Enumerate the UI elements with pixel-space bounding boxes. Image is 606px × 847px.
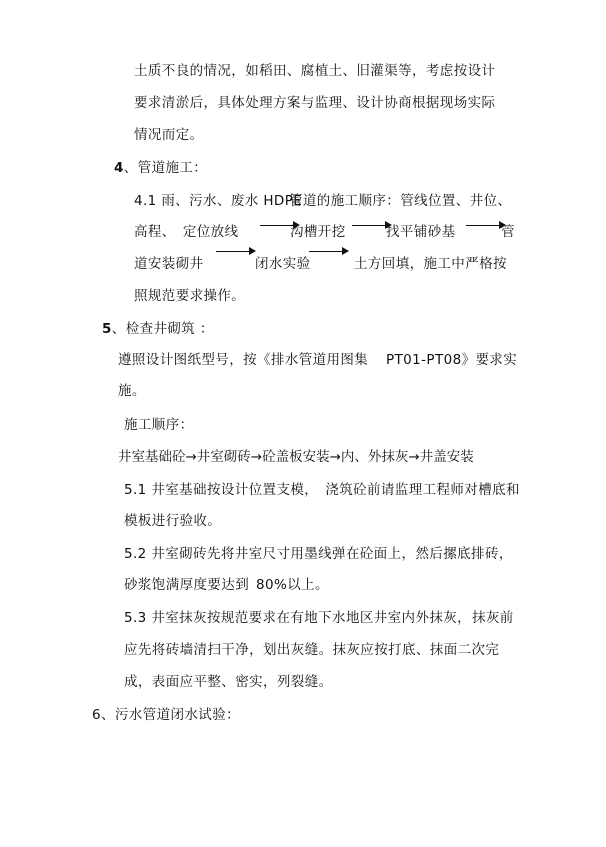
text-segment: PT01-PT08》要求实 <box>386 352 518 368</box>
arrow-icon <box>466 225 504 226</box>
paragraph-line: 情况而定。 <box>134 127 204 143</box>
section-title: 、检查井砌筑 ： <box>111 321 214 337</box>
section-number: 4 <box>114 160 124 176</box>
paragraph-line: 土质不良的情况，如稻田、腐植土、旧灌渠等，考虑按设计 <box>134 63 496 79</box>
text-segment: 沟槽开挖 <box>290 224 346 240</box>
text-segment: 砂浆饱满厚度要达到 <box>124 577 250 593</box>
section-5-heading <box>102 320 214 338</box>
paragraph-line: 5.1 井室基础按设计位置支模， 浇筑砼前请监理工程师对槽底和 <box>124 482 520 498</box>
arrow-icon <box>352 225 390 226</box>
text-segment: 遵照设计图纸型号，按《排水管道用图集 <box>118 352 369 368</box>
arrow-icon <box>216 251 254 252</box>
construction-sequence: 井室基础砼→井室砌砖→砼盖板安装→内、外抹灰→井盖安装 <box>118 449 474 465</box>
text-segment: 抹灰前 <box>472 610 514 626</box>
paragraph-line: 模板进行验收。 <box>124 513 222 529</box>
paragraph-line: 5.2 井室砌砖先将井室尺寸用墨线弹在砼面上，然后摞底排砖， <box>124 546 513 562</box>
section-title: 、管道施工： <box>123 160 208 176</box>
arrow-icon <box>309 251 347 252</box>
paragraph-line: 施工顺序： <box>124 417 194 433</box>
paragraph-line: 要求清淤后，具体处理方案与监理、设计协商根据现场实际 <box>134 95 496 111</box>
paragraph-line <box>124 609 554 627</box>
text-segment: 4.1 雨、污水、废水 HDPE <box>134 193 303 209</box>
text-segment: 管 <box>501 224 515 240</box>
text-segment: 道安装砌井 <box>134 256 204 272</box>
paragraph-line <box>124 576 424 594</box>
section-6-heading: 6、污水管道闭水试验： <box>92 707 240 723</box>
paragraph-line <box>134 255 554 273</box>
text-segment: 找平铺砂基 <box>386 224 456 240</box>
section-4-heading <box>114 159 207 177</box>
paragraph-line <box>134 223 574 241</box>
text-segment: 80%以上。 <box>256 577 329 593</box>
text-segment: 高程、 定位放线 <box>134 224 239 240</box>
paragraph-line: 应先将砖墙清扫干净，划出灰缝。抹灰应按打底、抹面二次完 <box>124 642 500 658</box>
paragraph-line <box>134 192 554 210</box>
text-segment: 管道的施工顺序：管线位置、井位、 <box>289 193 512 209</box>
paragraph-line: 施。 <box>118 383 146 399</box>
text-segment: 土方回填，施工中严格按 <box>354 256 507 272</box>
paragraph-line <box>118 351 538 369</box>
paragraph-line: 成，表面应平整、密实，列裂缝。 <box>124 674 333 690</box>
text-segment: 5.3 井室抹灰按规范要求在有地下水地区井室内外抹灰， <box>124 610 472 626</box>
paragraph-line: 照规范要求操作。 <box>134 288 246 304</box>
text-segment: 闭水实验 <box>255 256 311 272</box>
section-number: 5 <box>102 321 112 337</box>
